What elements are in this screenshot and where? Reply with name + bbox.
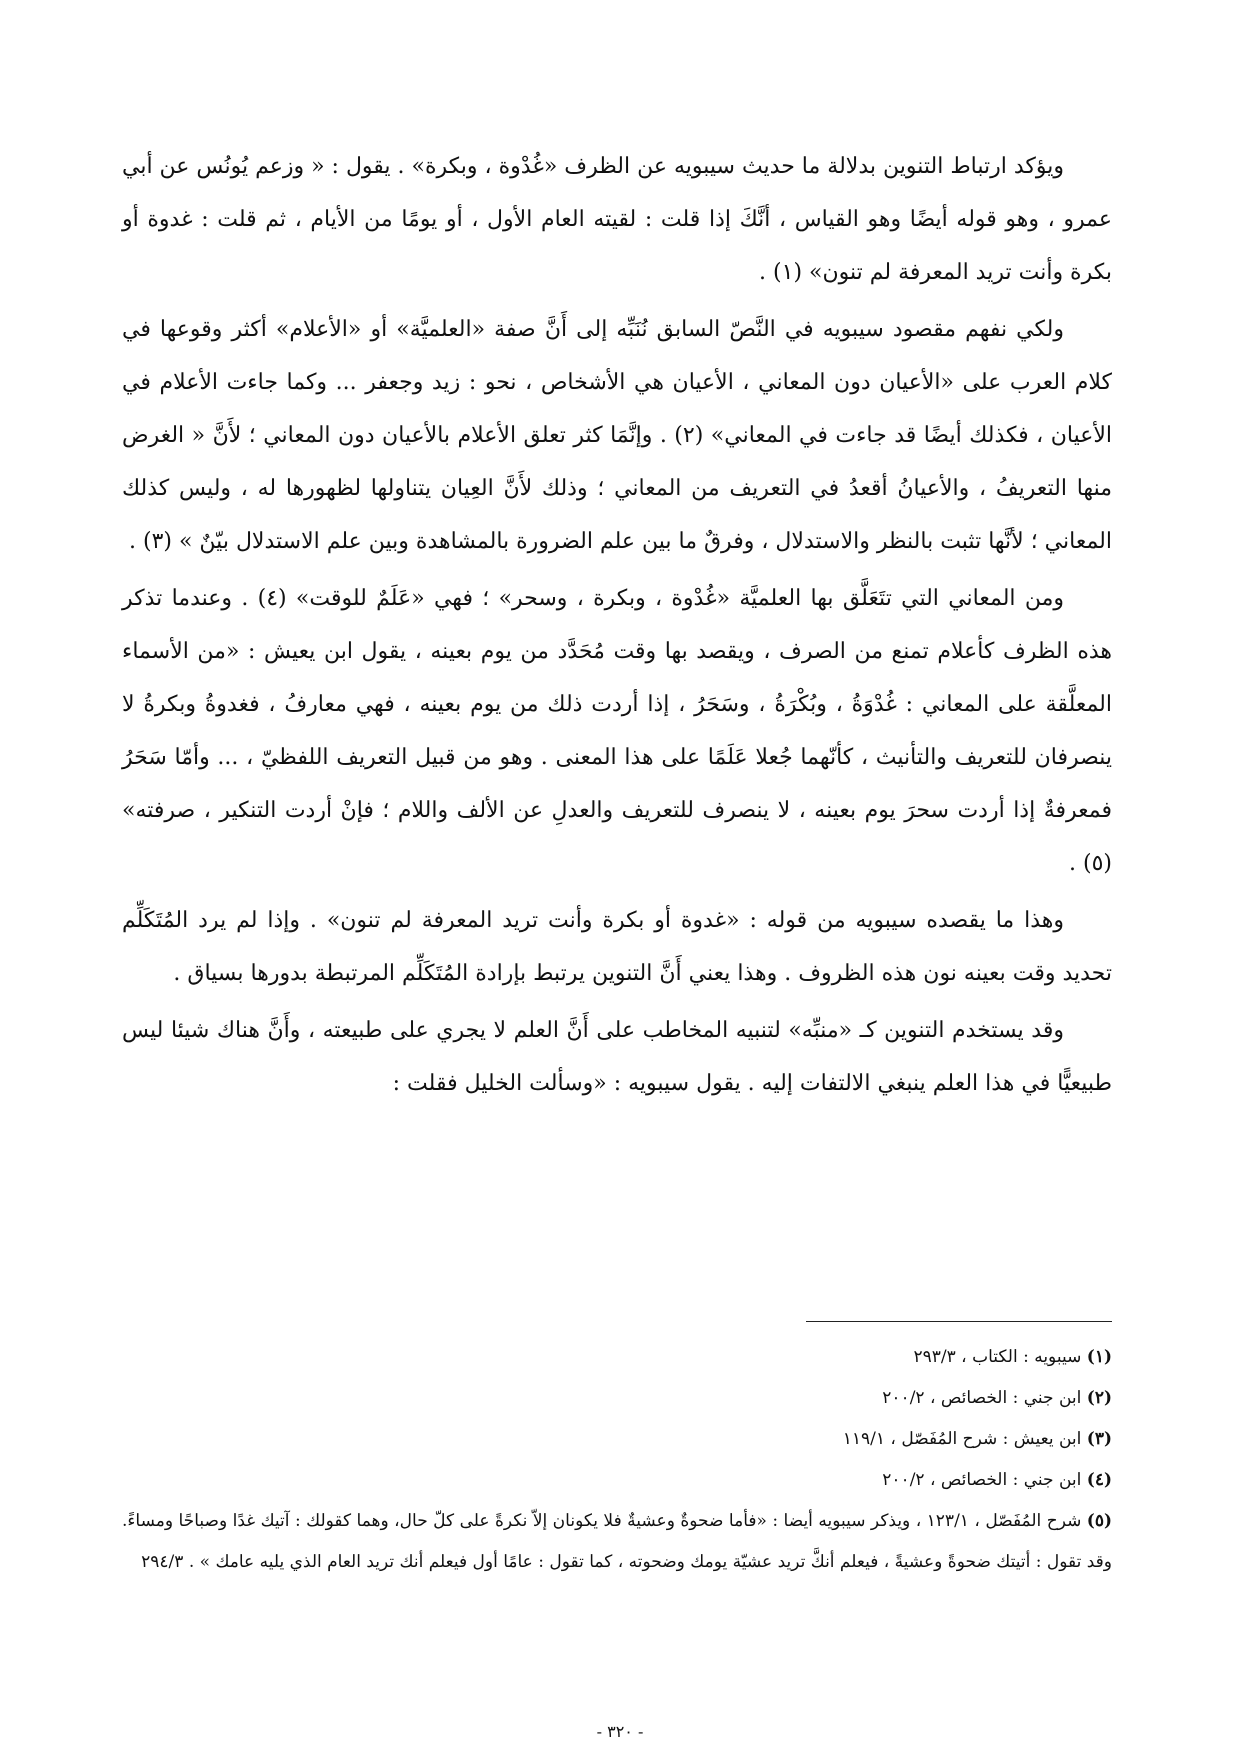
paragraph: ويؤكد ارتباط التنوين بدلالة ما حديث سيبويه عن الظرف «غُدْوة ، وبكرة» . يقول : « وزعم يُونُس عن أبي عمرو ، وهو قوله أيضًا وهو القياس ، أنَّكَ إذا قلت : لقيته العام الأول ، أو يومًا من الأيام ، ثم قلت : غدوة أو بكرة وأنت تريد المعرفة لم تنون» (١) . bbox=[121, 154, 1112, 285]
paragraph: ولكي نفهم مقصود سيبويه في النَّصّ السابق نُنَبِّه إلى أَنَّ صفة «العلميَّة» أو «الأعلام» أكثر وقوعها في كلام العرب على «الأعيان دون المعاني ، الأعيان هي الأشخاص ، نحو : زيد وجعفر ... وكما جاءت الأعلام في الأعيان ، فكذلك أيضًا قد جاءت في المعاني» (٢) . وإنَّمَا كثر تعلق الأعلام بالأعيان دون المعاني ؛ لأَنَّ « الغرض منها التعريفُ ، والأعيانُ أقعدُ في التعريف من المعاني ؛ وذلك لأَنَّ العِيان يتناولها لظهورها له ، وليس كذلك المعاني ؛ لأنَّها تثبت بالنظر والاستدلال ، وفرقٌ ما بين علم الضرورة بالمشاهدة وبين علم الاستدلال بيّنٌ » (٣) . bbox=[122, 317, 1113, 554]
paragraph: ومن المعاني التي تتَعَلَّق بها العلميَّة «غُدْوة ، وبكرة ، وسحر» ؛ فهي «عَلَمٌ للوقت» (٤) . وعندما تذكر هذه الظرف كأعلام تمنع من الصرف ، ويقصد بها وقت مُحَدَّد من يوم بعينه ، يقول ابن يعيش : «من الأسماء المعلَّقة على المعاني : غُدْوَةُ ، وبُكْرَةُ ، وسَحَرُ ، إذا أردت ذلك من يوم بعينه ، فهي معارفُ ، فغدوةُ وبكرةُ لا ينصرفان للتعريف والتأنيث ، كأنّهما جُعلا عَلَمًا على هذا المعنى . وهو من قبيل التعريف اللفظيّ ، ... وأمّا سَحَرُ فمعرفةٌ إذا أردت سحرَ يوم بعينه ، لا ينصرف للتعريف والعدلِ عن الألف واللام ؛ فإنْ أردت التنكير ، صرفته» (٥) . bbox=[122, 586, 1112, 876]
footnote bbox=[122, 1501, 1112, 1583]
footnote-text: ابن يعيش : شرح المُفَصّل ، ١١٩/١ bbox=[842, 1429, 1082, 1449]
footnote-number: (٢) bbox=[1086, 1388, 1112, 1408]
footnote bbox=[122, 1378, 1112, 1419]
page-number: - ٣٢٠ - bbox=[596, 1722, 644, 1741]
paragraph: وقد يستخدم التنوين كـ «منبِّه» لتنبيه المخاطب على أَنَّ العلم لا يجري على طبيعته ، وأَنَّ هناك شيئا ليس طبيعيًّا في هذا العلم ينبغي الالتفات إليه . يقول سيبويه : «وسألت الخليل فقلت : bbox=[122, 1018, 1112, 1096]
footnote-separator bbox=[806, 1321, 1112, 1322]
paragraph: وهذا ما يقصده سيبويه من قوله : «غدوة أو بكرة وأنت تريد المعرفة لم تنون» . وإذا لم يرد المُتَكَلِّم تحديد وقت بعينه نون هذه الظروف . وهذا يعني أَنَّ التنوين يرتبط بإرادة المُتَكَلِّم المرتبطة بدورها بسياق . bbox=[122, 908, 1112, 986]
footnote-number: (٤) bbox=[1086, 1470, 1112, 1490]
footnote-number: (١) bbox=[1086, 1347, 1112, 1367]
footnote bbox=[122, 1460, 1112, 1501]
footnote-text: ابن جني : الخصائص ، ٢٠٠/٢ bbox=[882, 1388, 1082, 1408]
footnotes bbox=[122, 1337, 1112, 1583]
footnote-text: ابن جني : الخصائص ، ٢٠٠/٢ bbox=[882, 1470, 1082, 1490]
footnote bbox=[122, 1337, 1112, 1378]
footnote-number: (٣) bbox=[1086, 1429, 1112, 1449]
footnote bbox=[122, 1419, 1112, 1460]
footnote-number: (٥) bbox=[1086, 1511, 1113, 1531]
footnote-text: شرح المُفَصّل ، ١٢٣/١ ، ويذكر سيبويه أيضا : «فأما ضحوةٌ وعشيةٌ فلا يكونان إلاّ نكرةً على كلّ حال، وهما كقولك : آتيك غدًا وصباحًا ومساءً. وقد تقول : أتيتك ضحوةً وعشيةً ، فيعلم أنكَّ تريد عشيّة يومك وضحوته ، كما تقول : عامًا أول فيعلم أنك تريد العام الذي يليه عامك » . ٢٩٤/٣ bbox=[122, 1511, 1112, 1572]
footnote-text: سيبويه : الكتاب ، ٢٩٣/٣ bbox=[913, 1347, 1082, 1367]
body-text bbox=[122, 140, 1112, 1114]
